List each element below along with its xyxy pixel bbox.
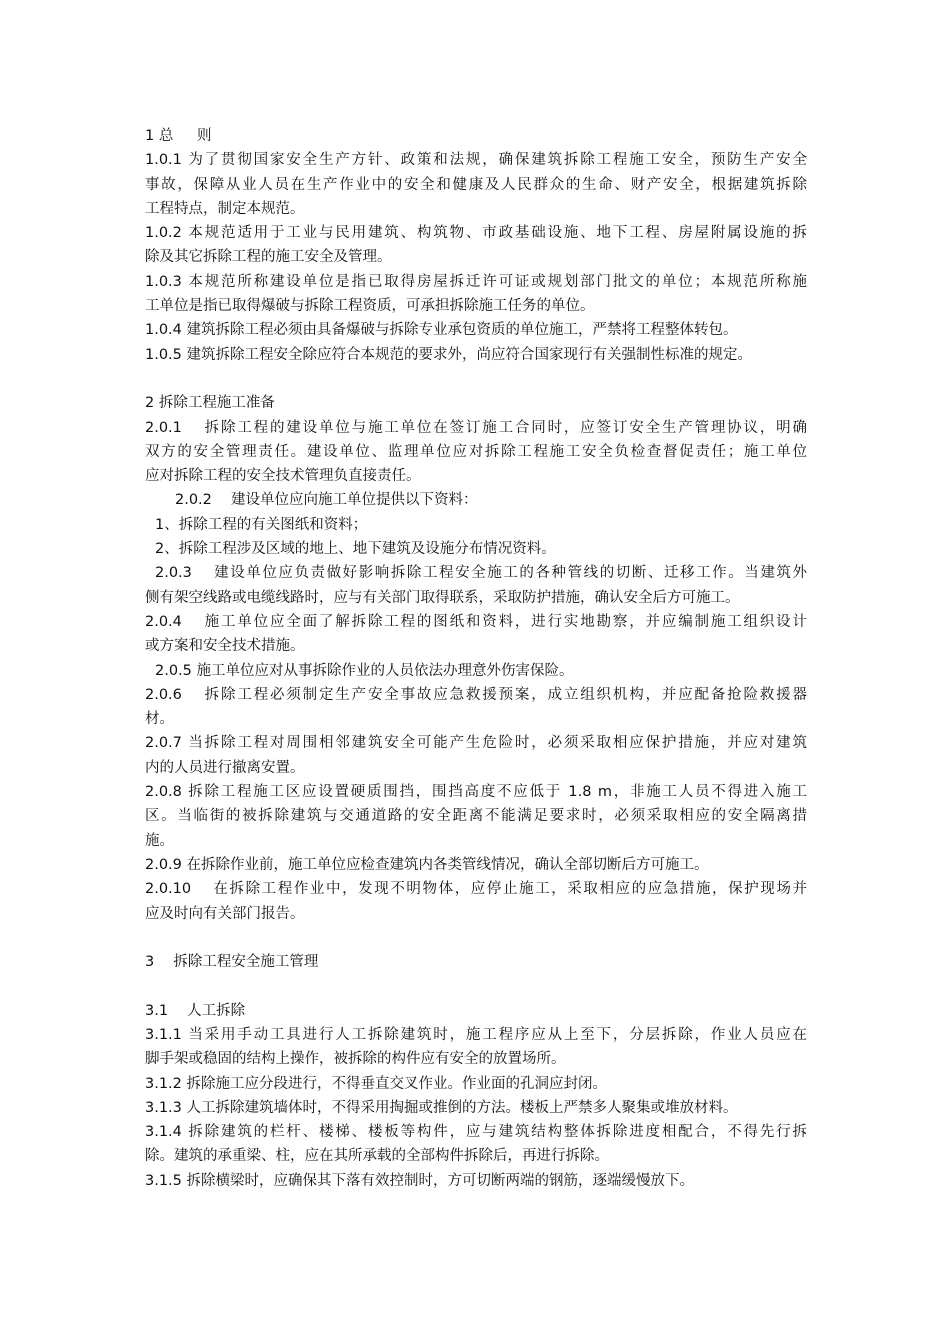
text-line: 2.0.3 建设单位应负责做好影响拆除工程安全施工的各种管线的切断、迁移工作。当建筑外	[155, 565, 807, 582]
text-line: 1.0.4 建筑拆除工程必须由具备爆破与拆除专业承包资质的单位施工，严禁将工程整体转包。	[145, 322, 738, 339]
text-line: 2.0.6 拆除工程必须制定生产安全事故应急救援预案，成立组织机构，并应配备抢险救援器	[145, 686, 807, 703]
text-line: 2.0.7 当拆除工程对周围相邻建筑安全可能产生危险时，必须采取相应保护措施，并应对建筑	[145, 735, 807, 752]
document-body	[145, 124, 807, 1193]
blank-line	[145, 367, 807, 391]
text-line: 2.0.2 建设单位应向施工单位提供以下资料：	[175, 492, 478, 509]
text-line: 3.1 人工拆除	[145, 1002, 246, 1019]
text-line: 或方案和安全技术措施。	[145, 638, 305, 655]
text-line: 应对拆除工程的安全技术管理负直接责任。	[145, 468, 421, 485]
text-line: 双方的安全管理责任。建设单位、监理单位应对拆除工程施工安全负检查督促责任；施工单位	[145, 443, 807, 460]
text-line: 3.1.5 拆除横梁时，应确保其下落有效控制时，方可切断两端的钢筋，逐端缓慢放下。	[145, 1172, 695, 1189]
text-line: 2.0.4 施工单位应全面了解拆除工程的图纸和资料，进行实地勘察，并应编制施工组织设计	[145, 613, 807, 630]
text-line: 应及时向有关部门报告。	[145, 905, 305, 922]
text-line: 2.0.1 拆除工程的建设单位与施工单位在签订施工合同时，应签订安全生产管理协议，明确	[145, 419, 807, 436]
text-line: 3.1.4 拆除建筑的栏杆、楼梯、楼板等构件，应与建筑结构整体拆除进度相配合，不得先行拆	[145, 1124, 807, 1141]
text-line: 脚手架或稳固的结构上操作，被拆除的构件应有安全的放置场所。	[145, 1051, 566, 1068]
blank-line	[145, 926, 807, 950]
text-line: 工程特点，制定本规范。	[145, 200, 305, 217]
text-line: 施。	[145, 832, 174, 849]
text-line: 2.0.9 在拆除作业前，施工单位应检查建筑内各类管线情况，确认全部切断后方可施工。	[145, 856, 709, 873]
text-line: 1、拆除工程的有关图纸和资料；	[155, 516, 368, 533]
text-line: 2 拆除工程施工准备	[145, 395, 275, 412]
text-line: 材。	[145, 711, 174, 728]
text-line: 1.0.3 本规范所称建设单位是指已取得房屋拆迁许可证或规划部门批文的单位；本规范所称施	[145, 273, 807, 290]
text-line: 内的人员进行撤离安置。	[145, 759, 305, 776]
text-line: 3 拆除工程安全施工管理	[145, 954, 319, 971]
text-line: 1.0.1 为了贯彻国家安全生产方针、政策和法规，确保建筑拆除工程施工安全，预防生产安全	[145, 152, 807, 169]
text-line: 侧有架空线路或电缆线路时，应与有关部门取得联系，采取防护措施，确认安全后方可施工。	[145, 589, 740, 606]
blank-line	[145, 974, 807, 998]
text-line: 1.0.2 本规范适用于工业与民用建筑、构筑物、市政基础设施、地下工程、房屋附属设施的拆	[145, 225, 807, 242]
text-line: 2.0.8 拆除工程施工区应设置硬质围挡，围挡高度不应低于 1.8 m，非施工人员不得进入施工	[145, 784, 807, 801]
text-line: 3.1.1 当采用手动工具进行人工拆除建筑时，施工程序应从上至下，分层拆除，作业人员应在	[145, 1026, 807, 1043]
text-line: 2.0.5 施工单位应对从事拆除作业的人员依法办理意外伤害保险。	[155, 662, 574, 679]
text-line: 3.1.3 人工拆除建筑墙体时，不得采用掏掘或推倒的方法。楼板上严禁多人聚集或堆放材料。	[145, 1099, 738, 1116]
text-line: 2、拆除工程涉及区域的地上、地下建筑及设施分布情况资料。	[155, 541, 556, 558]
text-line: 区。当临街的被拆除建筑与交通道路的安全距离不能满足要求时，必须采取相应的安全隔离措	[145, 808, 807, 825]
text-line: 除及其它拆除工程的施工安全及管理。	[145, 249, 392, 266]
text-line: 1.0.5 建筑拆除工程安全除应符合本规范的要求外，尚应符合国家现行有关强制性标准的规定。	[145, 346, 752, 363]
text-line: 1 总 则	[145, 128, 212, 144]
text-line: 工单位是指已取得爆破与拆除工程资质，可承担拆除施工任务的单位。	[145, 298, 595, 315]
text-line: 3.1.2 拆除施工应分段进行，不得垂直交叉作业。作业面的孔洞应封闭。	[145, 1075, 608, 1092]
text-line: 2.0.10 在拆除工程作业中，发现不明物体，应停止施工，采取相应的应急措施，保护现场并	[145, 881, 807, 898]
text-line: 事故，保障从业人员在生产作业中的安全和健康及人民群众的生命、财产安全，根据建筑拆除	[145, 176, 807, 193]
text-line: 除。建筑的承重梁、柱，应在其所承载的全部构件拆除后，再进行拆除。	[145, 1148, 609, 1165]
